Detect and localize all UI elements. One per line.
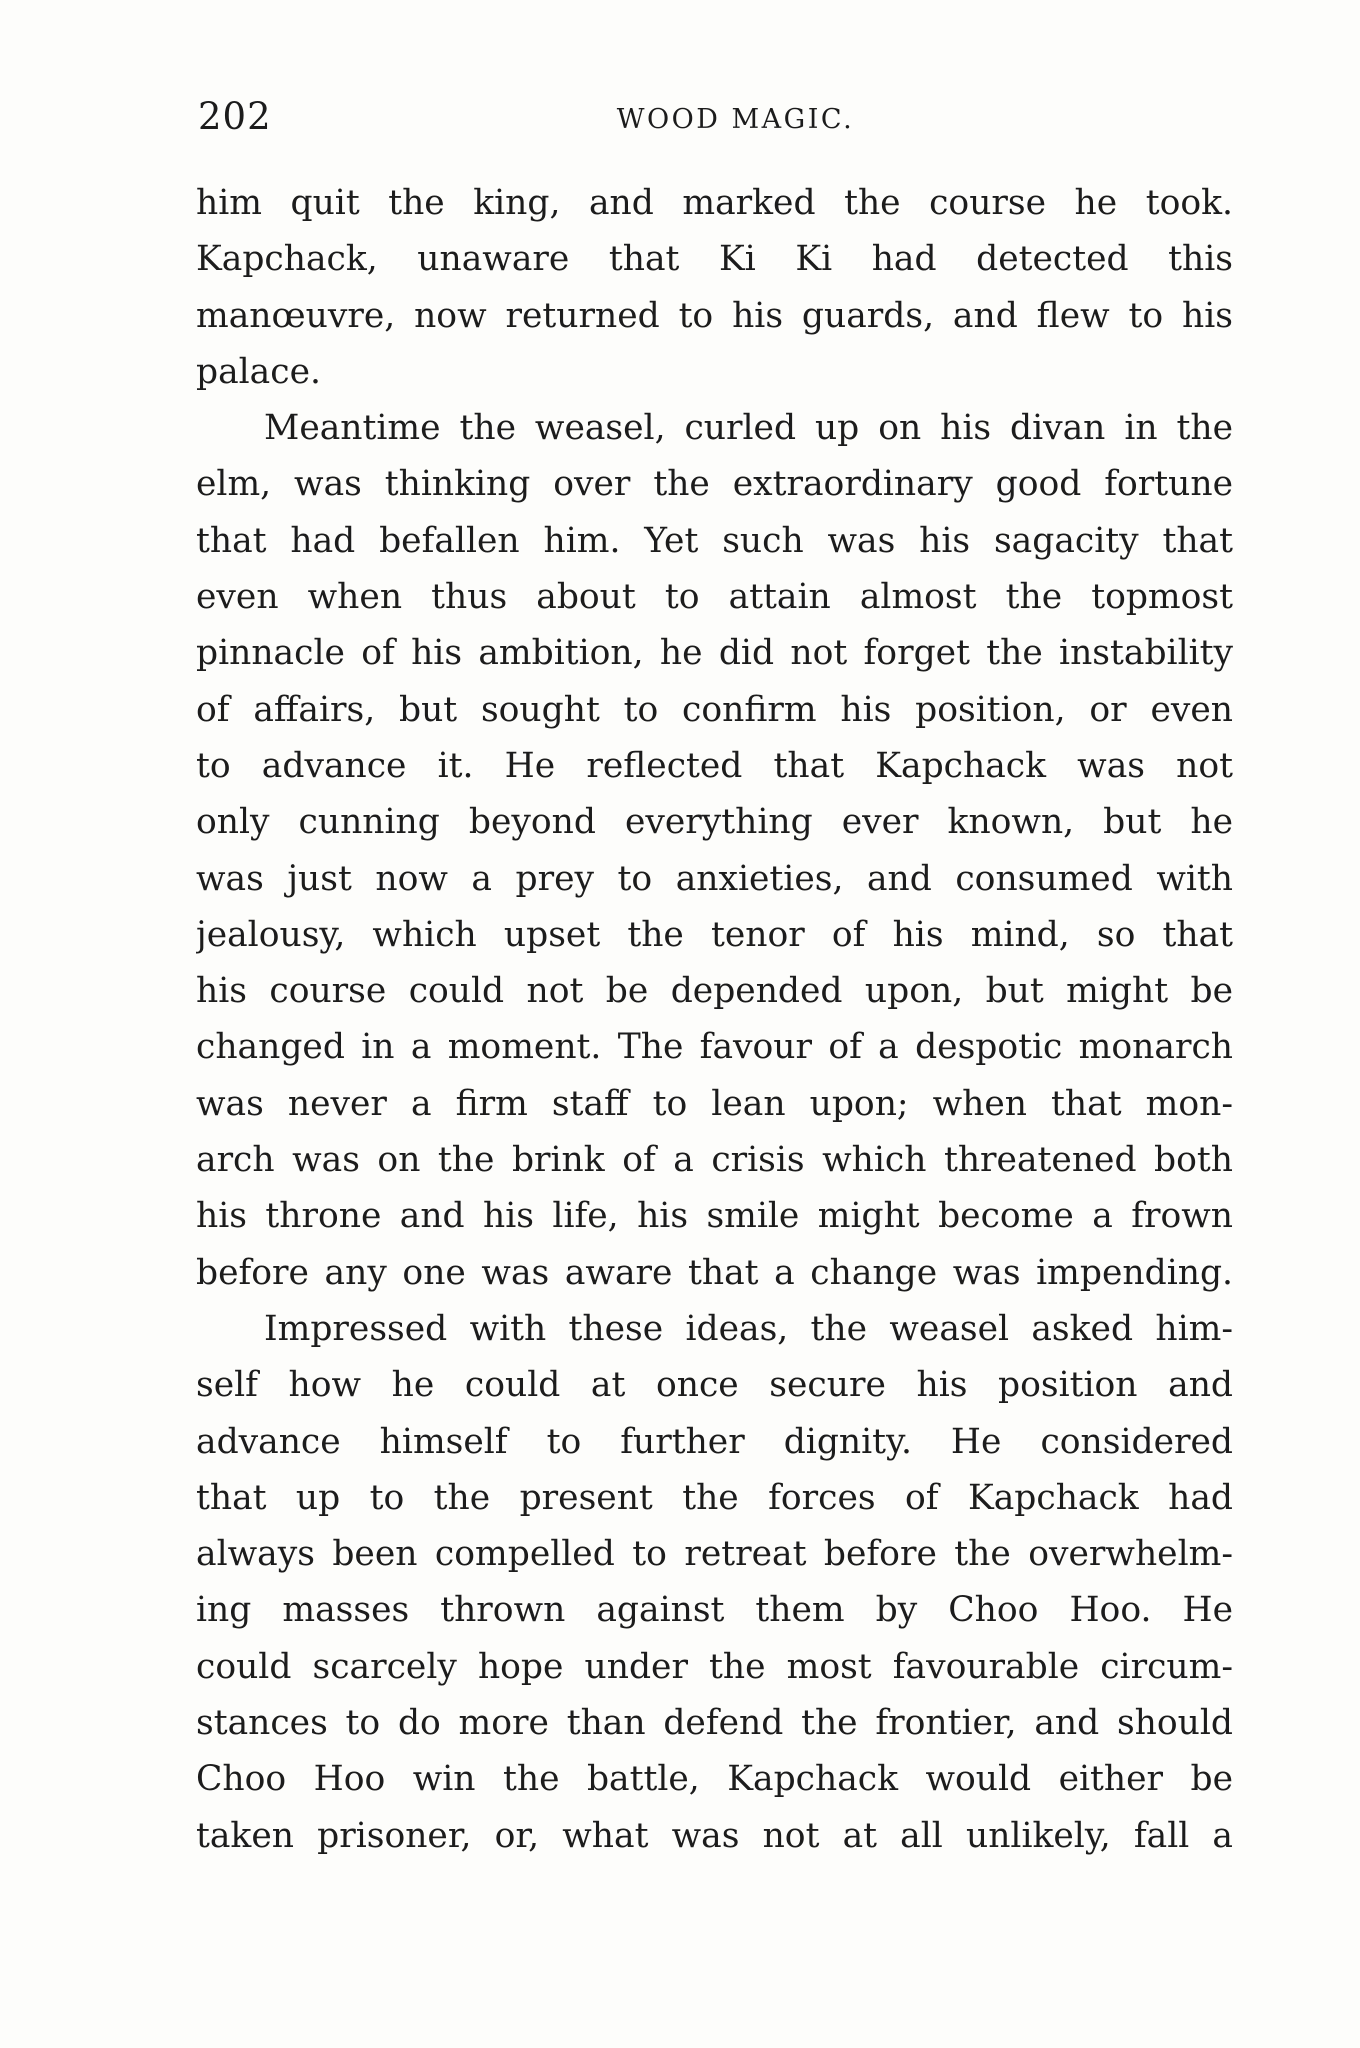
text-line: jealousy, which upset the tenor of his mind, so that [196,914,1233,955]
text-line: of affairs, but sought to confirm his position, or even [196,689,1233,730]
text-line: before any one was aware that a change was impending. [196,1252,1233,1293]
text-line: his course could not be depended upon, but might be [196,971,1233,1012]
text-line: his throne and his life, his smile might become a frown [196,1196,1233,1237]
text-line: self how he could at once secure his position and [196,1365,1233,1406]
text-line: Choo Hoo win the battle, Kapchack would either be [196,1759,1233,1800]
text-line: Meantime the weasel, curled up on his divan in the [264,408,1233,449]
text-line: that had befallen him. Yet such was his sagacity that [196,520,1233,561]
text-line: changed in a moment. The favour of a despotic monarch [196,1027,1233,1068]
text-line: pinnacle of his ambition, he did not forget the instability [196,633,1233,674]
text-line: even when thus about to attain almost the topmost [196,577,1233,618]
text-line: always been compelled to retreat before the overwhelm- [196,1534,1233,1575]
text-line: arch was on the brink of a crisis which threatened both [196,1140,1233,1181]
page-header [198,92,1233,152]
text-line: could scarcely hope under the most favourable circum- [196,1646,1233,1687]
text-line: palace. [196,351,321,392]
text-line: stances to do more than defend the frontier, and should [196,1703,1233,1744]
page-number: 202 [198,95,272,138]
text-line: Kapchack, unaware that Ki Ki had detected this [196,239,1233,280]
text-line: Impressed with these ideas, the weasel asked him- [264,1308,1233,1349]
text-line: manœuvre, now returned to his guards, and flew to his [196,295,1233,336]
text-line: advance himself to further dignity. He considered [196,1421,1233,1462]
text-line: taken prisoner, or, what was not at all unlikely, fall a [196,1815,1233,1856]
text-line: him quit the king, and marked the course he took. [196,183,1233,223]
text-line: that up to the present the forces of Kapchack had [196,1477,1233,1518]
text-line: was never a firm staff to lean upon; when that mon- [196,1083,1233,1124]
text-line: was just now a prey to anxieties, and consumed with [196,858,1233,899]
body-text [196,175,1233,1864]
text-line: to advance it. He reflected that Kapchack was not [196,745,1233,786]
text-line: only cunning beyond everything ever known, but he [196,802,1233,843]
text-line: elm, was thinking over the extraordinary good fortune [196,464,1233,505]
text-line: ing masses thrown against them by Choo Hoo. He [196,1590,1233,1631]
running-title: WOOD MAGIC. [616,104,855,135]
